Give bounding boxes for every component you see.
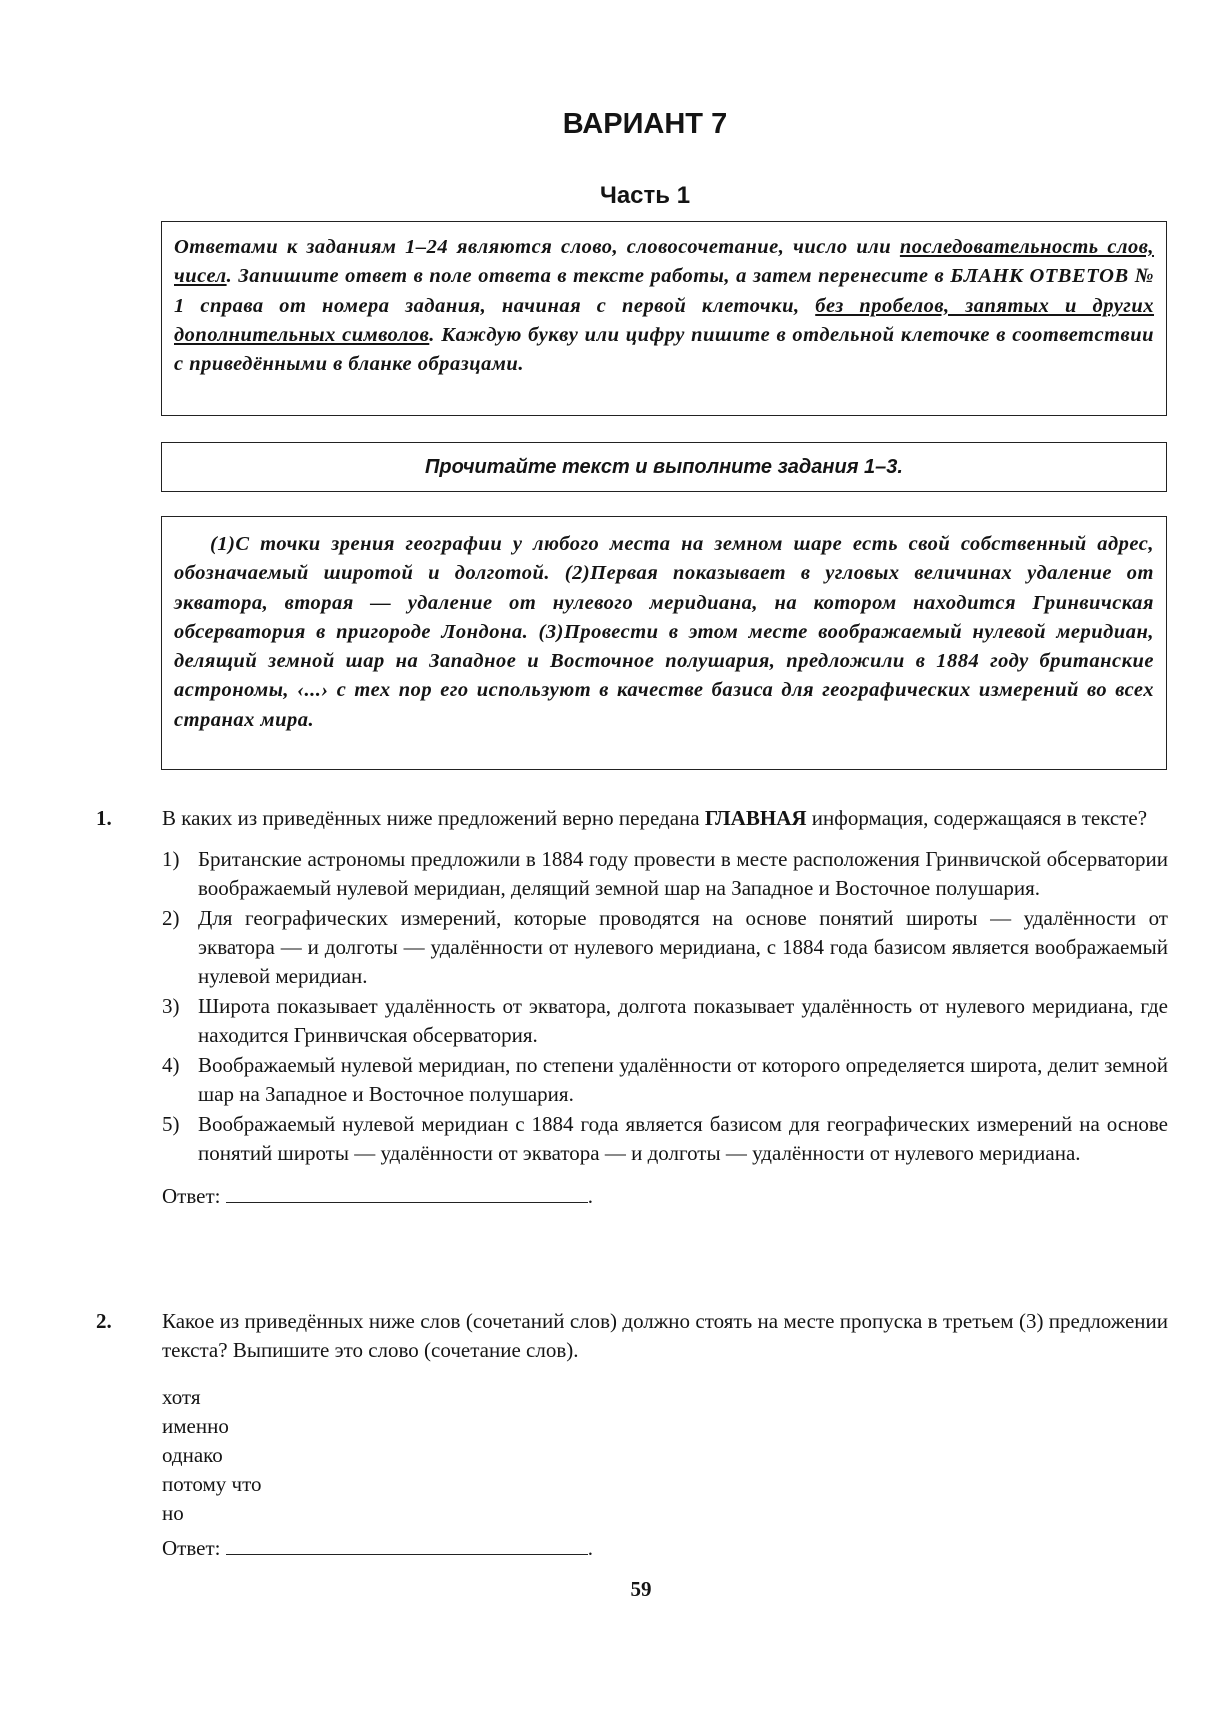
answer-line [162,1532,1168,1563]
instructions-text: . Каждую букву или цифру пишите в отдельной клеточке в соответствии с приведёнными в бланке образцами. [174,323,1154,376]
option-text: Широта показывает удалённость от экватора, долгота показывает удалённость от нулевого меридиана, где находится Гринвичская обсерватория. [198,994,1168,1047]
option-number: 5) [162,1112,180,1136]
instructions-text: Ответами к заданиям 1–24 являются слово, словосочетание, число или [174,236,900,258]
task-question: Какое из приведённых ниже слов (сочетаний слов) должно стоять на месте пропуска в третьем (3) предложении текста? Выпишите это слово (сочетание слов). [162,1309,1168,1362]
word-item: однако [162,1443,223,1467]
option-item [162,845,1168,903]
word-item: потому что [162,1472,262,1496]
variant-title: ВАРИАНТ 7 [562,108,728,140]
answer-options [162,845,1168,1168]
task-2 [96,1307,1168,1563]
task-1 [96,804,1168,1211]
reading-text: (1)С точки зрения географии у любого места на земном шаре есть свой собственный адрес, обозначаемый широтой и долготой. (2)Первая показывает в угловых величинах удаление от экватора, вторая — удаление от нулевого меридиана, на котором находится Гринвичская обсерватория в пригороде Лондона. (3)Провести в этом месте воображаемый нулевой меридиан, делящий земной шар на Западное и Восточное полушария, предложили в 1884 году британские астрономы, ‹...› с тех пор его используют в качестве базиса для географических измерений во всех странах мира. [174,533,1154,731]
answer-end: . [587,1184,593,1208]
answer-blank[interactable] [226,1532,588,1555]
part-title: Часть 1 [599,182,691,209]
option-text: Воображаемый нулевой меридиан с 1884 года является базисом для географических измерений на основе понятий широты — удалённости от экватора — и долготы — удалённости от нулевого меридиана. [198,1112,1168,1165]
question-text: В каких из приведённых ниже предложений верно передана [162,806,705,830]
option-number: 2) [162,906,180,930]
word-item: но [162,1501,184,1525]
instructions-box [161,221,1167,416]
question-emphasis: ГЛАВНАЯ [704,806,807,830]
instructions-text: . Запишите ответ в поле ответа в тексте работы, а затем перенесите в БЛАНК ОТВЕТОВ № 1 справа от номера задания, начиная с первой клеточки, [174,265,1154,317]
instructions-underlined: последовательность слов, чисел [174,236,1154,288]
option-item [162,1051,1168,1109]
read-prompt: Прочитайте текст и выполните задания 1–3. [425,456,903,478]
answer-end: . [587,1536,593,1560]
option-number: 4) [162,1053,180,1077]
option-item [162,1110,1168,1168]
instructions-underlined: без пробелов, запятых и других дополнительных символов [174,294,1155,346]
answer-label: Ответ: [162,1184,221,1208]
task-number: 1. [96,806,112,830]
question-text: информация, содержащаяся в тексте? [806,806,1148,830]
answer-line [162,1180,1168,1211]
page-number: 59 [630,1577,652,1601]
read-prompt-box [161,442,1167,492]
option-text: Для географических измерений, которые проводятся на основе понятий широты — удалённости от экватора — и долготы — удалённости от нулевого меридиана, с 1884 года базисом является воображаемый нулевой меридиан. [198,906,1168,988]
answer-blank[interactable] [226,1180,588,1203]
option-number: 3) [162,994,180,1018]
option-text: Британские астрономы предложили в 1884 году провести в месте расположения Гринвичской обсерватории воображаемый нулевой меридиан, делящий земной шар на Западное и Восточное полушария. [198,847,1168,900]
answer-label: Ответ: [162,1536,221,1560]
word-item: хотя [162,1385,201,1409]
option-number: 1) [162,847,180,871]
task-question [162,804,1168,833]
task-number: 2. [96,1309,112,1333]
option-item [162,904,1168,991]
reading-text-box [161,516,1167,770]
option-item [162,992,1168,1050]
word-item: именно [162,1414,229,1438]
option-text: Воображаемый нулевой меридиан, по степени удалённости от которого определяется широта, делит земной шар на Западное и Восточное полушария. [198,1053,1168,1106]
word-list [162,1383,1168,1528]
